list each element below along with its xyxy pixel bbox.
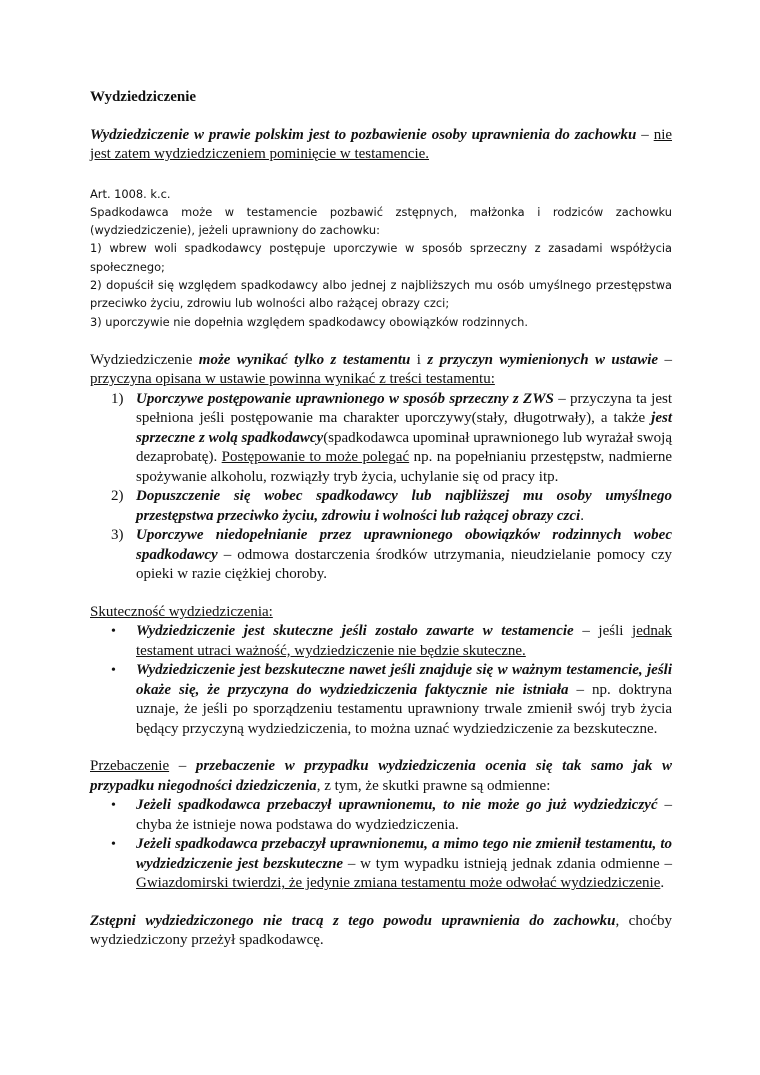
effectiveness-text: – np. doktryna uznaje, że jeśli po sporządzeniu testamentu uprawniony trwale zmienił swój tryb życia będący przyczyną wydziedziczenia, to można uznać wydziedziczenie za bezskuteczne. [136,681,672,737]
article-body: Spadkodawca może w testamencie pozbawić zstępnych, małżonka i rodziców zachowku (wydziedziczenie), jeżeli uprawniony do zachowku: [90,204,672,238]
forgiveness-item-underlined: Gwiazdomirski twierdzi, że jedynie zmiana testamentu może odwołać wydziedziczenie [136,875,661,892]
closing-text: , choćby wydziedziczony przeżył spadkodawcę. [90,912,672,949]
list-item [90,835,672,894]
list-item [90,526,672,585]
bullet-icon: • [111,837,116,853]
reasons-lead-mid: i [410,351,428,368]
forgiveness-text: , z tym, że skutki prawne są odmienne: [316,777,551,794]
list-item [90,487,672,526]
reason-text: . [580,507,584,524]
forgiveness-section [90,757,672,894]
effectiveness-section [90,603,672,740]
list-item [90,390,672,488]
reason-text: (spadkodawca upominał uprawnionego lub wyrażał swoją dezaprobatę). [136,429,672,466]
list-item [90,661,672,739]
bullet-icon: • [111,798,116,814]
reasons-lead-underlined: przyczyna opisana w ustawie powinna wynikać z treści testamentu: [90,371,495,388]
forgiveness-item-bold: Jeżeli spadkodawca przebaczył uprawnionemu, to nie może go już wydziedziczyć [136,797,658,814]
reason-underlined: Postępowanie to może polegać [221,449,410,466]
article-label: Art. 1008. k.c. [90,186,171,201]
reasons-lead-bold-1: może wynikać tylko z testamentu [198,351,411,368]
document-page [90,88,672,951]
list-item [90,622,672,661]
forgiveness-item-text: – chyba że istnieje nowa podstawa do wydziedziczenia. [136,797,672,833]
intro-dash: – [636,126,654,143]
reasons-lead-bold-2: z przyczyn wymienionych w ustawie [427,351,659,368]
reason-text: np. na popełnianiu przestępstw, nadmierne spożywanie alkoholu, rozwiązły tryb życia, uchylanie się od pracy itp. [136,449,672,485]
reasons-list [90,390,672,585]
effectiveness-underlined: jednak testament utraci ważność, wydziedziczenie nie będzie skuteczne. [136,623,673,659]
forgiveness-lead [90,757,672,796]
reason-bold: Uporczywe postępowanie uprawnionego w sposób sprzeczny z ZWS [136,390,554,407]
forgiveness-bold: przebaczenie w przypadku wydziedziczenia ocenia się tak samo jak w przypadku niegodności dziedziczenia [90,758,672,794]
document-title: Wydziedziczenie [90,89,197,105]
forgiveness-item-text: . [660,875,665,892]
effectiveness-bold: Wydziedziczenie jest skuteczne jeśli zostało zawarte w testamencie [136,623,574,640]
article-point: 3) uporczywie nie dopełnia względem spadkodawcy obowiązków rodzinnych. [90,314,529,329]
forgiveness-item-bold: Jeżeli spadkodawca przebaczył uprawnionemu, a mimo tego nie zmienił testamentu, to wydziedziczenie jest bezskuteczne [136,836,672,872]
reason-text: – odmowa dostarczenia środków utrzymania, nieudzielanie pomocy czy opieki w razie ciężkiej choroby. [136,546,672,583]
article-point: 2) dopuścił się względem spadkodawcy albo jednej z najbliższych mu osób umyślnego przestępstwa przeciwko życiu, zdrowiu lub wolności albo rażącej obrazy czci; [90,277,672,311]
effectiveness-heading: Skuteczność wydziedziczenia: [90,603,273,620]
list-number: 3) [111,527,124,544]
reason-bold: Dopuszczenie się wobec spadkodawcy lub najbliższej mu osoby umyślnego przestępstwa przeciwko życiu, zdrowiu i wolności lub rażącej obrazy czci [136,488,672,524]
list-item [90,796,672,835]
article-1008 [90,185,672,331]
bullet-icon: • [111,624,116,640]
reason-bold: Uporczywe niedopełnianie przez uprawnionego obowiązków rodzinnych wobec spadkodawcy [136,527,672,563]
forgiveness-list [90,796,672,894]
intro-underlined: nie jest zatem wydziedziczeniem pominięcie w testamencie. [90,126,673,162]
reasons-lead [90,351,672,390]
bullet-icon: • [111,663,116,679]
forgiveness-dash: – [169,758,196,775]
effectiveness-text: – jeśli [573,623,633,640]
reasons-lead-dash: – [658,351,673,368]
reasons-section [90,351,672,585]
effectiveness-list [90,622,672,739]
forgiveness-item-text: – w tym wypadku istnieją jednak zdania odmienne – [343,855,672,872]
effectiveness-bold: Wydziedziczenie jest bezskuteczne nawet jeśli znajduje się w ważnym testamencie, jeśli okaże się, że przyczyna do wydziedziczenia faktycznie nie istniała [136,662,672,698]
list-number: 2) [111,488,124,505]
closing-bold: Zstępni wydziedziczonego nie tracą z tego powodu uprawnienia do zachowku [90,912,616,929]
reason-text: – przyczyna ta jest spełniona jeśli postępowanie ma charakter uporczywy(stały, długotrwały), a także [136,390,673,427]
intro-paragraph [90,126,672,165]
list-number: 1) [111,390,124,407]
intro-bold: Wydziedziczenie w prawie polskim jest to pozbawienie osoby uprawnienia do zachowku [90,126,637,143]
reasons-lead-text: Wydziedziczenie [90,351,199,368]
reason-bold: jest sprzeczne z wolą spadkodawcy [136,410,672,446]
forgiveness-heading: Przebaczenie [90,758,170,775]
closing-paragraph [90,912,672,951]
article-point: 1) wbrew woli spadkodawcy postępuje uporczywie w sposób sprzeczny z zasadami współżycia społecznego; [90,241,672,274]
